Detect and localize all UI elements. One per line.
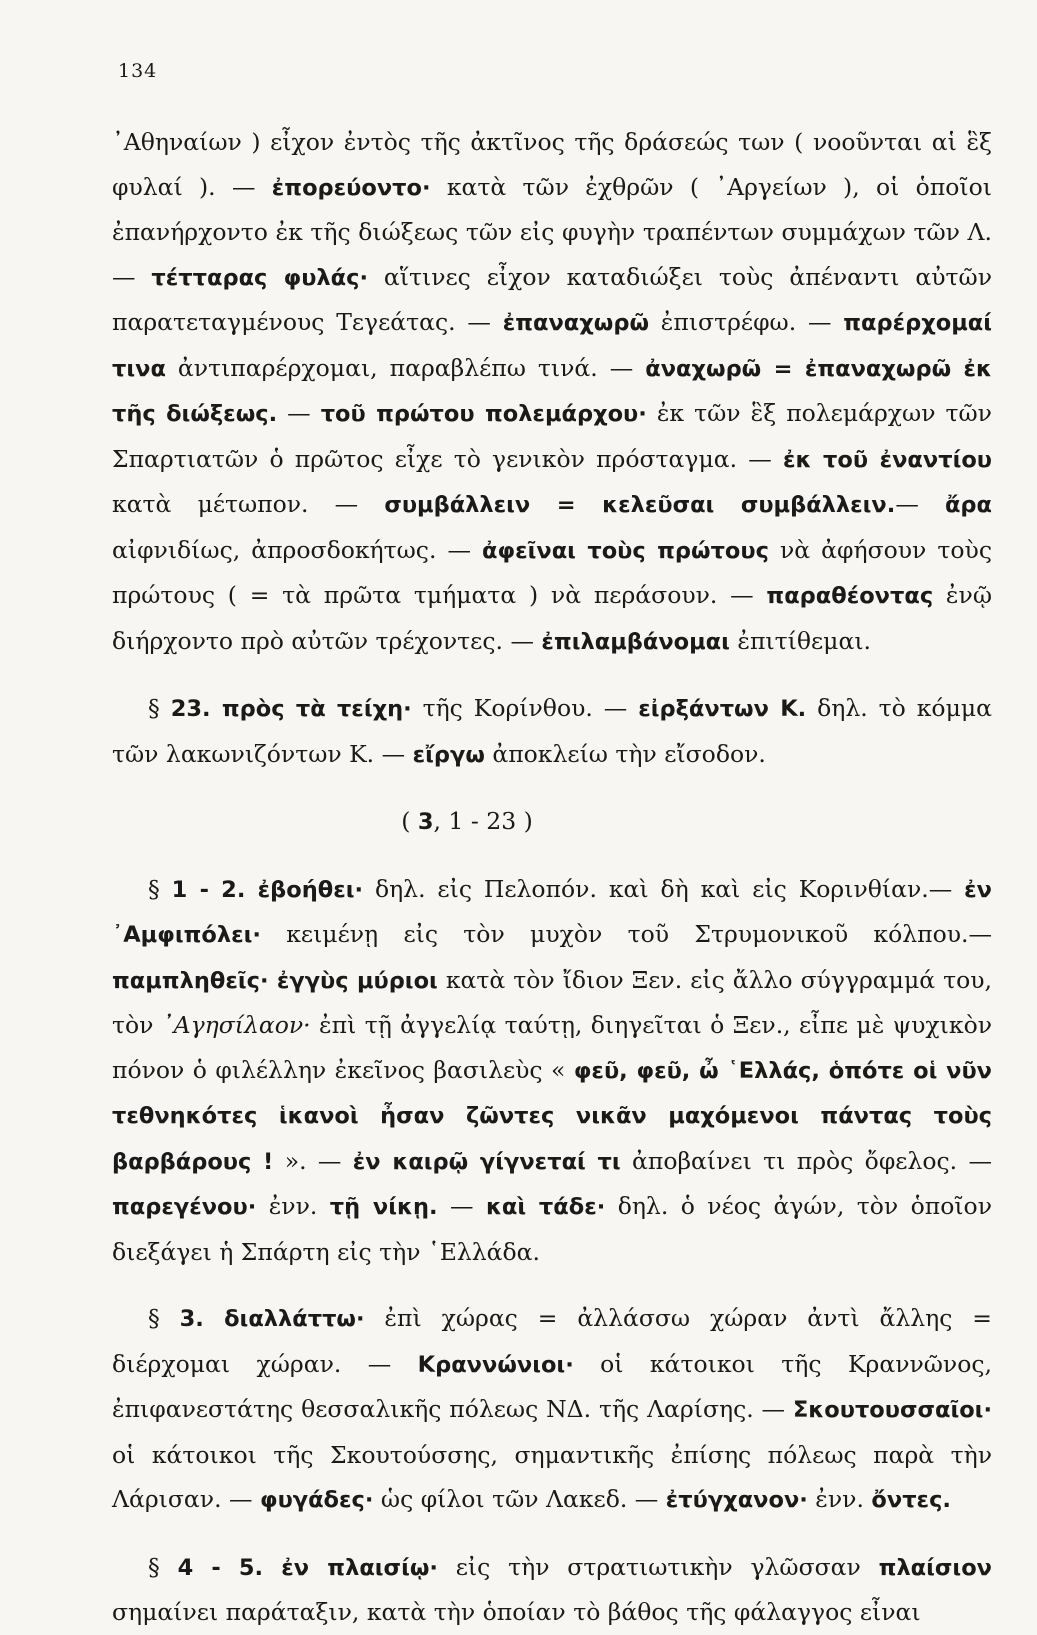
text-run: κατὰ μέτωπον. — [112, 490, 385, 518]
text-run: ἐνν. [256, 1192, 330, 1220]
lemma: Κραννώνιοι· [417, 1351, 574, 1378]
text-run: νὰ ἀφήσουν τοὺς πρώτους ( = τὰ πρῶτα τμήματα ) νὰ περάσουν. — [112, 535, 992, 609]
lemma: συμβάλλειν = κελεῦσαι συμβάλλειν. [384, 492, 896, 518]
text-run: οἱ κάτοικοι τῆς Σκουτούσσης, σημαντικῆς ἐπίσης πόλεως παρὰ τὴν Λάρισαν. — [112, 1440, 992, 1513]
text-run: δηλ. ὁ νέος ἀγών, τὸν ὁποῖον διεξάγει ἡ Σπάρτη εἰς τὴν ῾Ελλάδα. [112, 1192, 992, 1266]
text-run: — [437, 1192, 486, 1220]
page-number: 134 [118, 60, 158, 82]
text-run: τῆς Κορίνθου. — [411, 694, 639, 722]
text-run: κειμένῃ εἰς τὸν μυχὸν τοῦ Στρυμονικοῦ κόλπου.— [260, 920, 992, 948]
text-run: κατὰ τὸν ἴδιον Ξεν. εἰς ἄλλο σύγγραμμά του, τὸν [112, 965, 992, 1039]
lemma: ἐν καιρῷ γίγνεταί τι [352, 1148, 621, 1175]
heading-paren: ( [401, 807, 418, 835]
lemma: τοῦ πρώτου πολεμάρχου· [320, 401, 647, 427]
lemma: 3. διαλλάττω· [179, 1306, 365, 1332]
lemma: ὄντες. [871, 1487, 951, 1513]
lemma: ἐτύγχανον· [665, 1487, 808, 1513]
heading-range: , 1 - 23 ) [433, 807, 533, 835]
lemma: πλαίσιον [878, 1554, 992, 1581]
section-sign: § [148, 874, 172, 903]
lemma: ἀφεῖναι τοὺς πρώτους [482, 537, 769, 564]
section-heading [112, 799, 992, 845]
text-run: οἱ κάτοικοι τῆς Κραννῶνος, ἐπιφανεστάτης θεσσαλικῆς πόλεως ΝΔ. τῆς Λαρίσης. — [112, 1349, 992, 1423]
paragraph-section-1-2 [112, 867, 992, 1275]
text-run: ᾿Αθηναίων ) εἶχον ἐντὸς τῆς ἀκτῖνος τῆς δράσεώς των ( νοοῦνται αἱ ἓξ φυλαί ). — [112, 128, 992, 201]
lemma: εἴργω [412, 741, 485, 768]
text-run: σημαίνει παράταξιν, κατὰ τὴν ὁποίαν τὸ βάθος τῆς φάλαγγος εἶναι [112, 1598, 921, 1626]
text-run: ἐνῷ διήρχοντο πρὸ αὐτῶν τρέχοντες. — [112, 581, 992, 655]
text-run: ». — [273, 1146, 353, 1175]
text-run: ἀποκλείω τὴν εἴσοδον. [484, 739, 766, 768]
commentary-text [112, 120, 992, 1635]
text-run: κατὰ τῶν ἐχθρῶν ( ᾿Αργείων ), οἱ ὁποῖοι ἐπανήρχοντο ἐκ τῆς διώξεως τῶν εἰς φυγὴν τραπέντων συμμάχων τῶν Λ. — [112, 172, 992, 291]
paragraph-section-3 [112, 1296, 992, 1523]
lemma: ἐκ τοῦ ἐναντίου [782, 446, 992, 473]
lemma: ἄρα [944, 492, 992, 518]
section-sign: § [148, 1552, 178, 1581]
lemma: καὶ τάδε· [485, 1194, 606, 1220]
lemma: φυγάδες· [259, 1487, 374, 1513]
heading-number: 3 [417, 809, 434, 835]
text-run: δηλ. εἰς Πελοπόν. καὶ δὴ καὶ εἰς Κορινθίαν.— [363, 874, 965, 903]
text-run: — [895, 490, 945, 518]
lemma: ἐπαναχωρῶ [502, 310, 649, 336]
section-sign: § [148, 694, 171, 722]
lemma: 23. πρὸς τὰ τείχη· [170, 696, 412, 722]
lemma: παραθέοντας [766, 583, 934, 609]
book-title: ᾿Αγησίλαον· [161, 1011, 311, 1039]
text-run: ἐνν. [807, 1485, 872, 1513]
quotation: φεῦ, φεῦ, ὦ ῾Ελλάς, ὁπότε οἱ νῦν τεθνηκότες ἱκανοὶ ἦσαν ζῶντες νικᾶν μαχόμενοι πάντας τοὺς βαρβάρους ! [112, 1057, 992, 1175]
text-run: — [277, 399, 321, 427]
lemma: ἐπιλαμβάνομαι [541, 628, 730, 655]
lemma: ἐπορεύοντο· [271, 174, 431, 201]
lemma: τῇ νίκῃ. [329, 1194, 438, 1220]
lemma: παρεγένου· [112, 1194, 257, 1220]
text-run: ἐπὶ τῇ ἀγγελίᾳ ταύτῃ, διηγεῖται ὁ Ξεν., εἶπε μὲ ψυχικὸν πόνον ὁ φιλέλλην ἐκεῖνος βασιλεὺς « [112, 1011, 993, 1084]
text-run: αἵτινες εἶχον καταδιώξει τοὺς ἀπέναντι αὐτῶν παρατεταγμένους Τεγεάτας. — [112, 262, 993, 336]
text-run: ἐπὶ χώρας = ἀλλάσσω χώραν ἀντὶ ἄλλης = διέρχομαι χώραν. — [112, 1304, 992, 1378]
section-sign: § [148, 1304, 180, 1332]
text-run: ὡς φίλοι τῶν Λακεδ. — [373, 1485, 666, 1513]
paragraph-section-23 [112, 686, 992, 777]
text-run: εἰς τὴν στρατιωτικὴν γλῶσσαν [437, 1552, 879, 1581]
lemma: 4 - 5. ἐν πλαισίῳ· [177, 1554, 438, 1581]
text-run: ἐπιστρέφω. — [649, 308, 844, 336]
text-run: ἐκ τῶν ἓξ πολεμάρχων τῶν Σπαρτιατῶν ὁ πρῶτος εἶχε τὸ γενικὸν πρόσταγμα. — [112, 399, 992, 473]
text-run: ἐπιτίθεμαι. [729, 626, 872, 655]
lemma: παμπληθεῖς· ἐγγὺς μύριοι [112, 967, 438, 994]
lemma: παρέρχομαί τινα [112, 310, 992, 382]
text-run: δηλ. τὸ κόμμα τῶν λακωνιζόντων Κ. — [112, 694, 992, 768]
lemma: ἐν ᾿Αμφιπόλει· [112, 876, 992, 948]
lemma: 1 - 2. ἐβοήθει· [171, 876, 364, 903]
text-run: ἀντιπαρέρχομαι, παραβλέπω τινά. — [165, 353, 646, 382]
paragraph-continuation [112, 120, 992, 664]
lemma: εἰρξάντων Κ. [638, 696, 807, 722]
paragraph-section-4-5 [112, 1545, 992, 1635]
lemma: τέτταρας φυλάς· [151, 264, 369, 291]
text-run: αἰφνιδίως, ἀπροσδοκήτως. — [112, 535, 483, 564]
text-run: ἀποβαίνει τι πρὸς ὄφελος. — [620, 1146, 992, 1175]
lemma: ἀναχωρῶ = ἐπαναχωρῶ ἐκ τῆς διώξεως. [112, 355, 992, 427]
lemma: Σκουτουσσαῖοι· [792, 1397, 992, 1423]
